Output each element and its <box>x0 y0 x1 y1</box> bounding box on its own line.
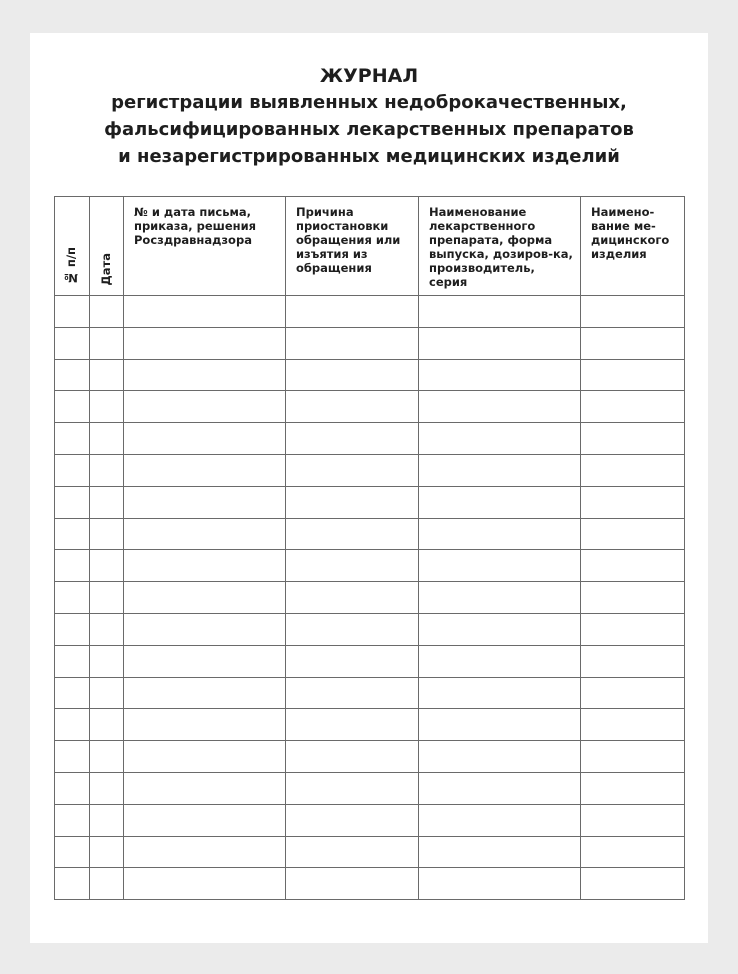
table-cell <box>286 741 419 773</box>
table-row <box>55 359 685 391</box>
header-drug-label: Наименование лекарственного препарата, форма выпуска, дозиров-ка, производитель, серия <box>429 205 573 289</box>
table-cell <box>419 486 581 518</box>
table-cell <box>286 772 419 804</box>
table-cell <box>286 550 419 582</box>
table-cell <box>419 550 581 582</box>
table-cell <box>90 391 124 423</box>
table-row <box>55 836 685 868</box>
table-cell <box>124 423 286 455</box>
table-cell <box>419 454 581 486</box>
table-cell <box>286 645 419 677</box>
header-number-label: № п/п <box>64 246 78 285</box>
journal-table <box>54 196 685 900</box>
table-cell <box>55 296 90 328</box>
header-device <box>581 197 685 296</box>
journal-subtitle-line-2: фальсифицированных лекарственных препаратов <box>104 119 634 140</box>
header-device-label: Наимено-вание ме-дицинского изделия <box>591 205 670 261</box>
table-cell <box>124 518 286 550</box>
table-cell <box>581 454 685 486</box>
table-cell <box>581 868 685 900</box>
table-cell <box>286 486 419 518</box>
header-date <box>90 197 124 296</box>
table-cell <box>124 582 286 614</box>
table-cell <box>55 645 90 677</box>
table-cell <box>419 359 581 391</box>
table-row <box>55 772 685 804</box>
table-cell <box>286 836 419 868</box>
table-cell <box>419 582 581 614</box>
table-cell <box>286 677 419 709</box>
table-cell <box>124 741 286 773</box>
table-cell <box>124 454 286 486</box>
table-cell <box>90 296 124 328</box>
table-cell <box>286 582 419 614</box>
table-cell <box>581 359 685 391</box>
table-row <box>55 582 685 614</box>
table-cell <box>286 423 419 455</box>
table-cell <box>124 804 286 836</box>
table-cell <box>55 454 90 486</box>
table-cell <box>286 709 419 741</box>
table-cell <box>419 677 581 709</box>
table-cell <box>124 613 286 645</box>
table-cell <box>124 677 286 709</box>
table-cell <box>90 645 124 677</box>
table-cell <box>581 677 685 709</box>
journal-title: ЖУРНАЛ <box>319 65 419 87</box>
table-row <box>55 486 685 518</box>
table-cell <box>581 836 685 868</box>
table-cell <box>55 582 90 614</box>
table-cell <box>55 327 90 359</box>
table-cell <box>90 677 124 709</box>
table-cell <box>286 391 419 423</box>
table-cell <box>55 868 90 900</box>
table-cell <box>581 423 685 455</box>
header-reason-label: Причина приостановки обращения или изъятия из обращения <box>296 205 401 275</box>
table-cell <box>581 804 685 836</box>
table-cell <box>581 327 685 359</box>
table-cell <box>55 836 90 868</box>
table-cell <box>581 613 685 645</box>
table-cell <box>419 868 581 900</box>
table-cell <box>55 804 90 836</box>
table-row <box>55 550 685 582</box>
title-block <box>30 63 708 170</box>
table-cell <box>124 486 286 518</box>
table-cell <box>419 836 581 868</box>
table-cell <box>286 327 419 359</box>
table-row <box>55 423 685 455</box>
table-cell <box>55 518 90 550</box>
table-cell <box>90 741 124 773</box>
table-cell <box>286 868 419 900</box>
table-cell <box>55 772 90 804</box>
table-cell <box>90 836 124 868</box>
journal-subtitle-line-3: и незарегистрированных медицинских изделий <box>118 146 620 167</box>
table-cell <box>90 868 124 900</box>
table-header-row <box>55 197 685 296</box>
table-cell <box>124 836 286 868</box>
table-cell <box>419 709 581 741</box>
header-date-label: Дата <box>99 252 113 285</box>
table-row <box>55 454 685 486</box>
journal-page <box>30 33 708 943</box>
table-cell <box>581 582 685 614</box>
table-row <box>55 709 685 741</box>
table-cell <box>90 582 124 614</box>
table-cell <box>286 454 419 486</box>
table-cell <box>124 391 286 423</box>
table-cell <box>124 868 286 900</box>
table-cell <box>90 550 124 582</box>
table-cell <box>286 359 419 391</box>
table-cell <box>55 677 90 709</box>
table-cell <box>581 741 685 773</box>
journal-subtitle-line-1: регистрации выявленных недоброкачественных, <box>111 92 627 113</box>
table-row <box>55 613 685 645</box>
table-cell <box>124 709 286 741</box>
table-cell <box>581 550 685 582</box>
table-cell <box>90 454 124 486</box>
table-cell <box>419 423 581 455</box>
header-letter-label: № и дата письма, приказа, решения Росздравнадзора <box>134 205 257 247</box>
table-row <box>55 391 685 423</box>
table-cell <box>55 550 90 582</box>
table-cell <box>90 486 124 518</box>
header-reason <box>286 197 419 296</box>
table-cell <box>55 741 90 773</box>
table-cell <box>419 613 581 645</box>
table-cell <box>581 486 685 518</box>
table-cell <box>124 327 286 359</box>
table-cell <box>55 709 90 741</box>
table-cell <box>581 772 685 804</box>
table-cell <box>419 772 581 804</box>
table-cell <box>581 518 685 550</box>
table-cell <box>581 645 685 677</box>
table-row <box>55 296 685 328</box>
table-cell <box>124 550 286 582</box>
table-cell <box>124 359 286 391</box>
table-cell <box>90 804 124 836</box>
table-cell <box>90 518 124 550</box>
table-row <box>55 741 685 773</box>
table-cell <box>55 486 90 518</box>
table-cell <box>581 296 685 328</box>
table-cell <box>419 645 581 677</box>
table-cell <box>90 327 124 359</box>
table-row <box>55 518 685 550</box>
table-cell <box>419 741 581 773</box>
table-cell <box>90 613 124 645</box>
table-row <box>55 804 685 836</box>
header-drug <box>419 197 581 296</box>
table-row <box>55 327 685 359</box>
table-cell <box>90 709 124 741</box>
table-cell <box>124 296 286 328</box>
table-row <box>55 868 685 900</box>
table-cell <box>55 391 90 423</box>
table-body <box>55 296 685 900</box>
table-cell <box>419 296 581 328</box>
table-cell <box>419 327 581 359</box>
table-cell <box>124 772 286 804</box>
table-cell <box>55 359 90 391</box>
header-letter <box>124 197 286 296</box>
table-cell <box>419 391 581 423</box>
table-cell <box>286 296 419 328</box>
table-cell <box>581 391 685 423</box>
table-cell <box>124 645 286 677</box>
table-cell <box>286 518 419 550</box>
table-cell <box>55 423 90 455</box>
table-row <box>55 677 685 709</box>
table-cell <box>286 613 419 645</box>
table-cell <box>90 772 124 804</box>
table-cell <box>581 709 685 741</box>
table-cell <box>286 804 419 836</box>
table-cell <box>90 423 124 455</box>
table-cell <box>419 518 581 550</box>
header-number <box>55 197 90 296</box>
table-cell <box>90 359 124 391</box>
table-cell <box>419 804 581 836</box>
table-cell <box>55 613 90 645</box>
table-row <box>55 645 685 677</box>
